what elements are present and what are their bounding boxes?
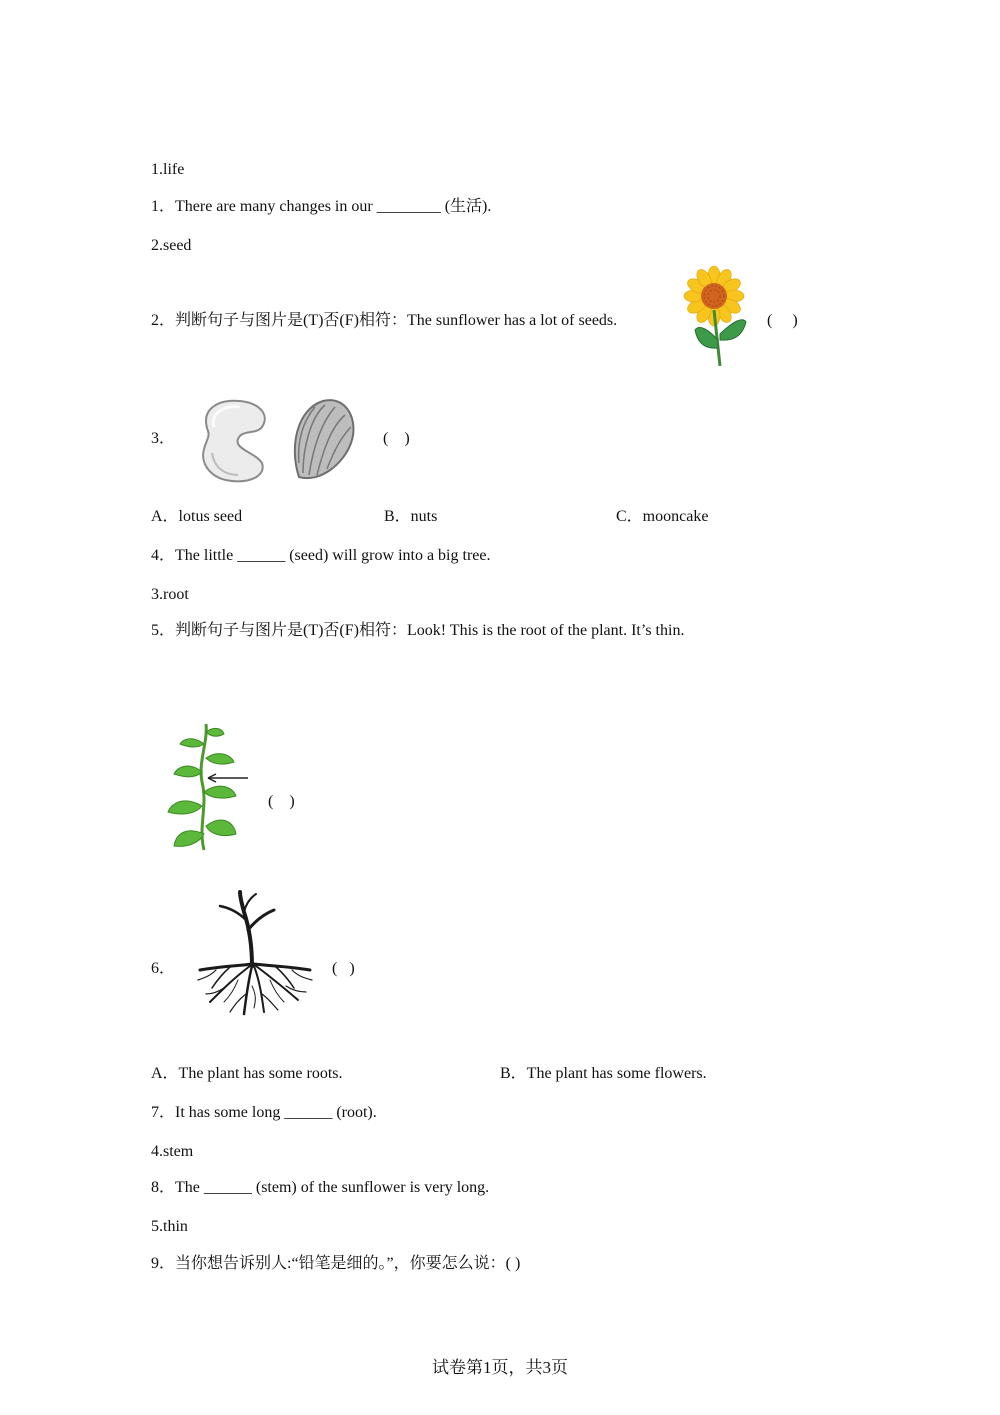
section-heading-life: 1.life [151,161,185,178]
answer-blank-q5[interactable]: ( ) [268,793,295,810]
section-heading-root: 3.root [151,586,189,603]
plant-stem-icon [164,722,250,854]
q3-option-b[interactable]: B．nuts [384,508,438,525]
question-6-number: 6． [151,960,176,977]
question-1: 1．There are many changes in our ________ (生活). [151,198,492,215]
section-heading-thin: 5.thin [151,1218,188,1235]
question-9: 9．当你想告诉别人:“铅笔是细的。”，你要怎么说：( ) [151,1255,521,1272]
seed-icon [289,397,359,485]
page-footer: 试卷第1页，共3页 [432,1358,568,1377]
section-heading-stem: 4.stem [151,1143,194,1160]
question-3-number: 3． [151,430,176,447]
sunflower-icon [683,268,751,368]
tree-roots-icon [194,890,316,1018]
cashew-nut-icon [196,397,272,485]
q3-option-c[interactable]: C．mooncake [616,508,709,525]
question-2: 2．判断句子与图片是(T)否(F)相符：The sunflower has a lot of seeds. [151,312,618,329]
q6-option-a[interactable]: A．The plant has some roots. [151,1065,343,1082]
answer-blank-q6[interactable]: ( ) [332,960,355,977]
question-4: 4．The little ______ (seed) will grow into a big tree. [151,547,491,564]
q3-option-a[interactable]: A．lotus seed [151,508,243,525]
question-5: 5．判断句子与图片是(T)否(F)相符：Look! This is the root of the plant. It’s thin. [151,622,685,639]
question-8: 8．The ______ (stem) of the sunflower is very long. [151,1179,490,1196]
question-7: 7．It has some long ______ (root). [151,1104,377,1121]
answer-blank-q3[interactable]: ( ) [383,430,410,447]
answer-blank-q2[interactable]: ( ) [767,312,798,329]
q6-option-b[interactable]: B．The plant has some flowers. [500,1065,707,1082]
section-heading-seed: 2.seed [151,237,192,254]
